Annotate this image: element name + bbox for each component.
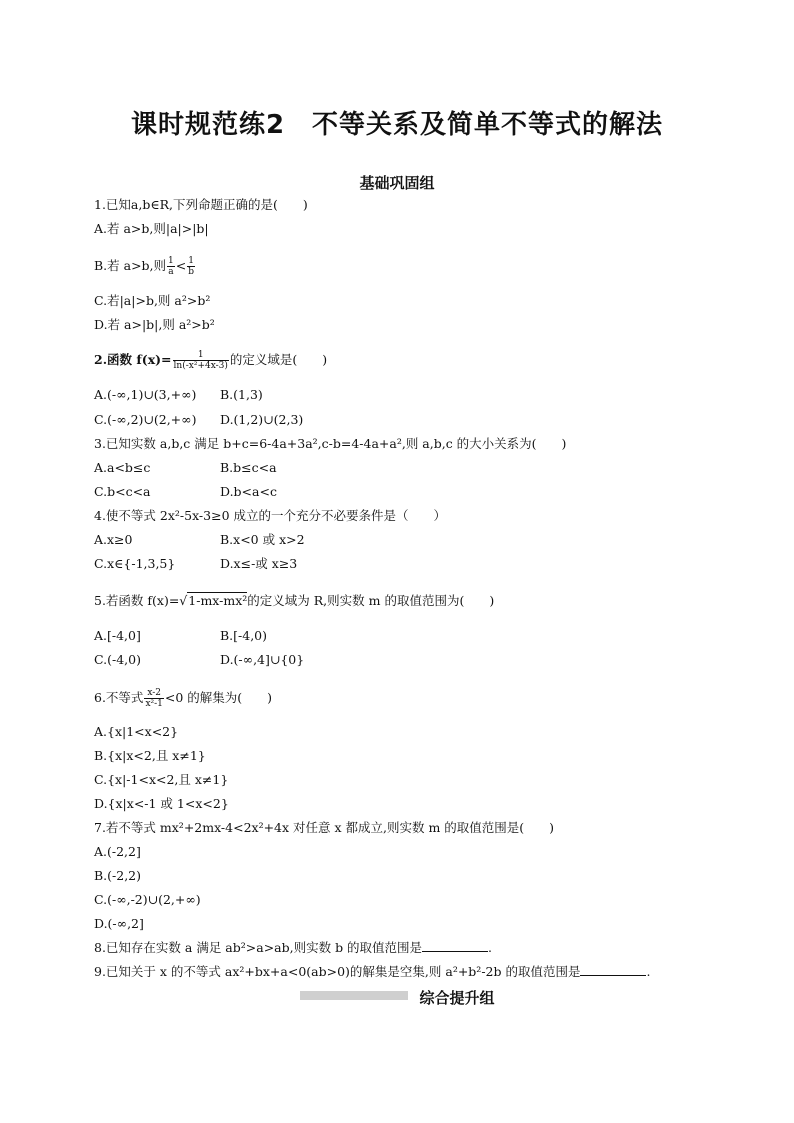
q7-option-d: D.(-∞,2]	[94, 916, 144, 931]
q9-end: .	[646, 964, 651, 979]
q5-suffix: 的定义域为 R,则实数 m 的取值范围为( )	[247, 593, 495, 608]
q1-frac1-num: 1	[168, 256, 174, 266]
q9-answer-blank[interactable]	[580, 963, 646, 976]
q7-option-b: B.(-2,2)	[94, 868, 142, 883]
q1-frac1-den: a	[168, 267, 174, 277]
q5-stem	[94, 592, 494, 610]
q7-stem: 7.若不等式 mx²+2mx-4<2x²+4x 对任意 x 都成立,则实数 m 的取值范围是( )	[94, 820, 555, 835]
q2-option-a: A.(-∞,1)∪(3,+∞)	[94, 387, 197, 402]
q9-stem	[94, 963, 650, 981]
q2-option-b: B.(1,3)	[220, 387, 263, 402]
q2-suffix: 的定义域是( )	[229, 352, 328, 367]
q4-option-c: C.x∈{-1,3,5}	[94, 556, 176, 571]
section-basic: 基础巩固组	[359, 174, 435, 192]
q1-frac2-num: 1	[188, 256, 195, 266]
q2-frac-den: ln(-x²+4x-3)	[173, 361, 228, 371]
q6-option-d: D.{x|x<-1 或 1<x<2}	[94, 796, 229, 811]
q5-prefix: 5.若函数 f(x)=√	[94, 593, 188, 608]
q6-frac-den: x²-1	[145, 699, 163, 709]
q5-option-b: B.[-4,0)	[220, 628, 268, 643]
q2-prefix: 2.函数 f(x)=	[94, 352, 172, 367]
q6-option-c: C.{x|-1<x<2,且 x≠1}	[94, 772, 229, 787]
q1-option-b-prefix: B.若 a>b,则	[94, 258, 167, 273]
q5-radicand: 1-mx-mx²	[188, 593, 248, 608]
q1-frac2-den: b	[188, 267, 195, 277]
q1-relation: <	[175, 258, 187, 273]
q4-stem: 4.使不等式 2x²-5x-3≥0 成立的一个充分不必要条件是（ ）	[94, 508, 446, 523]
q9-text: 9.已知关于 x 的不等式 ax²+bx+a<0(ab>0)的解集是空集,则 a²+b²-2b 的取值范围是	[94, 964, 581, 979]
q6-prefix: 6.不等式	[94, 690, 144, 705]
q7-option-a: A.(-2,2]	[94, 844, 141, 859]
q2-frac-num: 1	[173, 350, 229, 361]
q8-stem	[94, 939, 492, 957]
q3-option-b: B.b≤c<a	[220, 460, 277, 475]
q6-suffix: <0 的解集为( )	[164, 690, 273, 705]
q1-option-d: D.若 a>|b|,则 a²>b²	[94, 317, 215, 332]
q2-option-d: D.(1,2)∪(2,3)	[220, 412, 304, 427]
q6-option-b: B.{x|x<2,且 x≠1}	[94, 748, 206, 763]
q1-option-c: C.若|a|>b,则 a²>b²	[94, 293, 211, 308]
q8-end: .	[488, 940, 493, 955]
q3-option-c: C.b<c<a	[94, 484, 151, 499]
q4-option-b: B.x<0 或 x>2	[220, 532, 305, 547]
q5-option-c: C.(-4,0)	[94, 652, 141, 667]
q2-option-c: C.(-∞,2)∪(2,+∞)	[94, 412, 197, 427]
q6-fraction	[144, 688, 163, 709]
q5-option-d: D.(-∞,4]∪{0}	[220, 652, 305, 667]
q2-fraction	[173, 350, 229, 371]
q3-stem: 3.已知实数 a,b,c 满足 b+c=6-4a+3a²,c-b=4-4a+a²,则 a,b,c 的大小关系为( )	[94, 436, 567, 451]
q8-answer-blank[interactable]	[422, 939, 488, 952]
q1-fraction-1	[167, 256, 175, 277]
q6-frac-num: x-2	[144, 688, 163, 699]
q7-option-c: C.(-∞,-2)∪(2,+∞)	[94, 892, 201, 907]
section-advanced: 综合提升组	[419, 989, 495, 1007]
q1-stem: 1.已知a,b∈R,下列命题正确的是( )	[94, 197, 308, 212]
page-title: 课时规范练2 不等关系及简单不等式的解法	[130, 110, 664, 140]
q2-stem	[94, 350, 327, 371]
q1-option-a: A.若 a>b,则|a|>|b|	[94, 221, 209, 236]
q1-option-b	[94, 256, 196, 277]
q6-stem	[94, 688, 272, 709]
q5-option-a: A.[-4,0]	[94, 628, 141, 643]
q3-option-a: A.a<b≤c	[94, 460, 151, 475]
q4-option-a: A.x≥0	[94, 532, 133, 547]
q1-fraction-2	[187, 256, 195, 277]
q6-option-a: A.{x|1<x<2}	[94, 724, 179, 739]
q4-option-d: D.x≤-或 x≥3	[220, 556, 298, 571]
q8-text: 8.已知存在实数 a 满足 ab²>a>ab,则实数 b 的取值范围是	[94, 940, 423, 955]
q3-option-d: D.b<a<c	[220, 484, 277, 499]
